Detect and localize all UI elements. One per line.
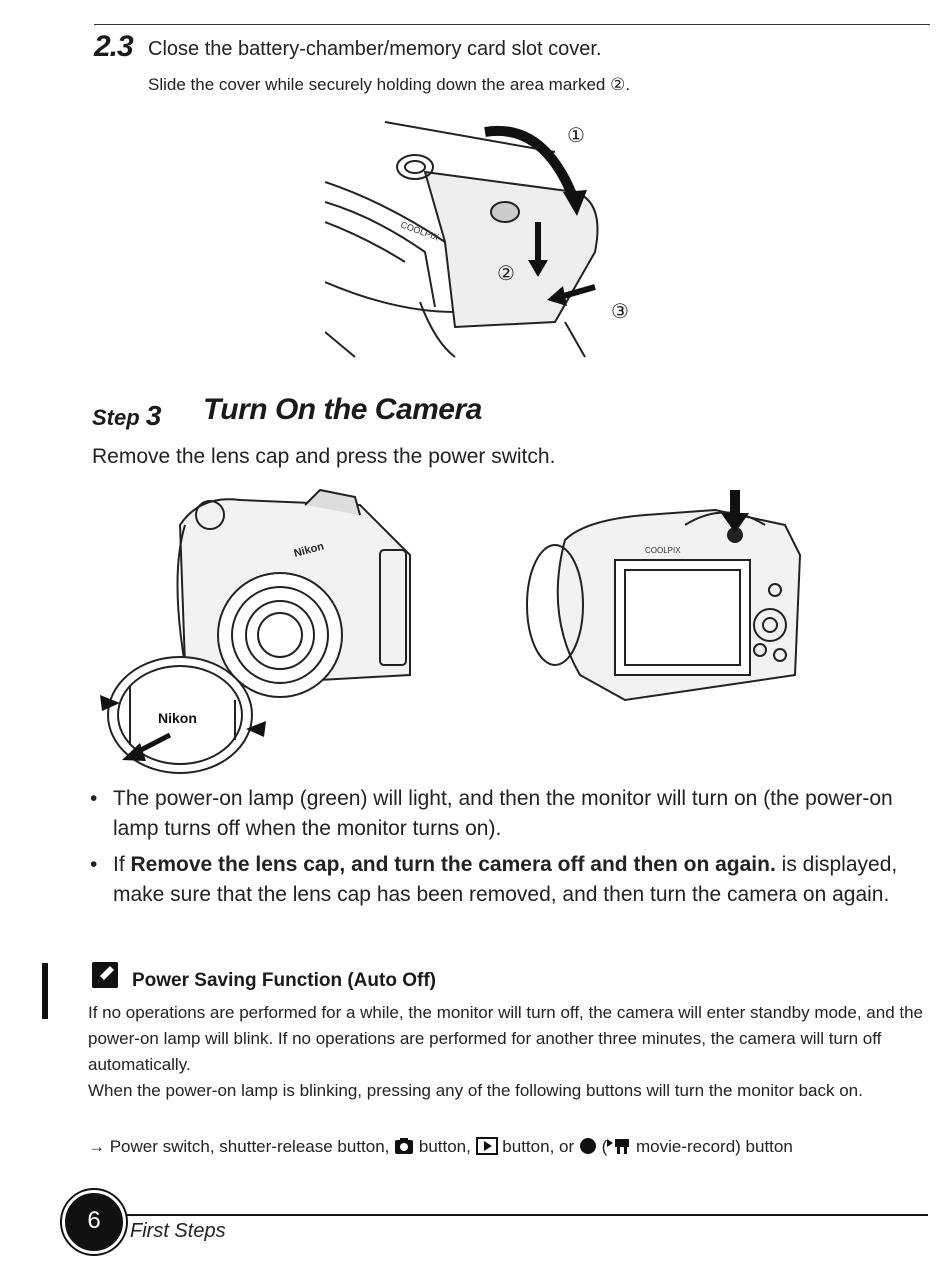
lens-cap-brand-logo: Nikon (158, 710, 197, 726)
step-word: Step (92, 405, 140, 430)
shooting-mode-icon (394, 1137, 414, 1155)
buttons-text: button, (414, 1137, 476, 1156)
footer-rule (120, 1214, 928, 1216)
step-number: 3 (145, 400, 162, 431)
bullet-bold-message: Remove the lens cap, and turn the camera off and then on again. (130, 853, 776, 876)
note-paragraph: When the power-on lamp is blinking, pressing any of the following buttons will turn the monitor back on. (88, 1081, 863, 1100)
camera-brand-logo: Nikon (292, 540, 326, 560)
playback-icon (476, 1137, 498, 1155)
note-paragraph: If no operations are performed for a while, the monitor will turn off, the camera will enter standby mode, and the power-on lamp will blink. If no operations are performed for another three minutes, the camera will turn off automatically. (88, 1003, 924, 1074)
record-dot-icon (579, 1137, 597, 1155)
callout-1: ① (567, 125, 585, 147)
bullet-item (88, 850, 918, 910)
buttons-text: button, or (497, 1137, 579, 1156)
substep-number: 2.3 (94, 30, 133, 63)
step-title: Turn On the Camera (203, 393, 482, 426)
buttons-text: movie-record) button (631, 1137, 793, 1156)
pencil-note-icon (92, 962, 118, 988)
bullet-suffix: is displayed, make sure that the lens cap has been removed, and then turn the camera on again. (113, 853, 898, 906)
arrow-icon: → (88, 1137, 105, 1156)
bullet-list (88, 784, 918, 916)
change-bar (42, 963, 48, 1019)
bullet-text: The power-on lamp (green) will light, and then the monitor will turn on (the power-on lamp turns off when the monitor turns on). (113, 787, 893, 840)
step-label (92, 400, 161, 432)
camera-front-illustration (90, 485, 440, 780)
note-body (88, 1000, 928, 1104)
substep-title: Close the battery-chamber/memory card slot cover. (148, 38, 602, 60)
power-switch-arrow-icon (730, 490, 740, 515)
step-intro: Remove the lens cap and press the power switch. (92, 445, 556, 468)
callout-3: ③ (611, 301, 629, 323)
camera-back-illustration (525, 485, 815, 715)
note-title: Power Saving Function (Auto Off) (132, 970, 436, 991)
camera-back-model-label: COOLPIX (645, 546, 681, 555)
buttons-text: Power switch, shutter-release button, (105, 1137, 395, 1156)
callout-2: ② (497, 263, 515, 285)
substep-body: Slide the cover while securely holding down the area marked ②. (148, 75, 631, 94)
page-number: 6 (87, 1207, 101, 1234)
buttons-text: ( (596, 1137, 608, 1156)
buttons-line (88, 1134, 928, 1160)
bullet-prefix: If (113, 853, 131, 876)
bullet-item (88, 784, 918, 844)
section-name: First Steps (130, 1220, 226, 1242)
movie-camera-icon (607, 1137, 631, 1155)
top-rule (94, 24, 930, 25)
camera-model-label: COOLPIX (399, 219, 441, 243)
battery-cover-illustration (325, 112, 645, 362)
